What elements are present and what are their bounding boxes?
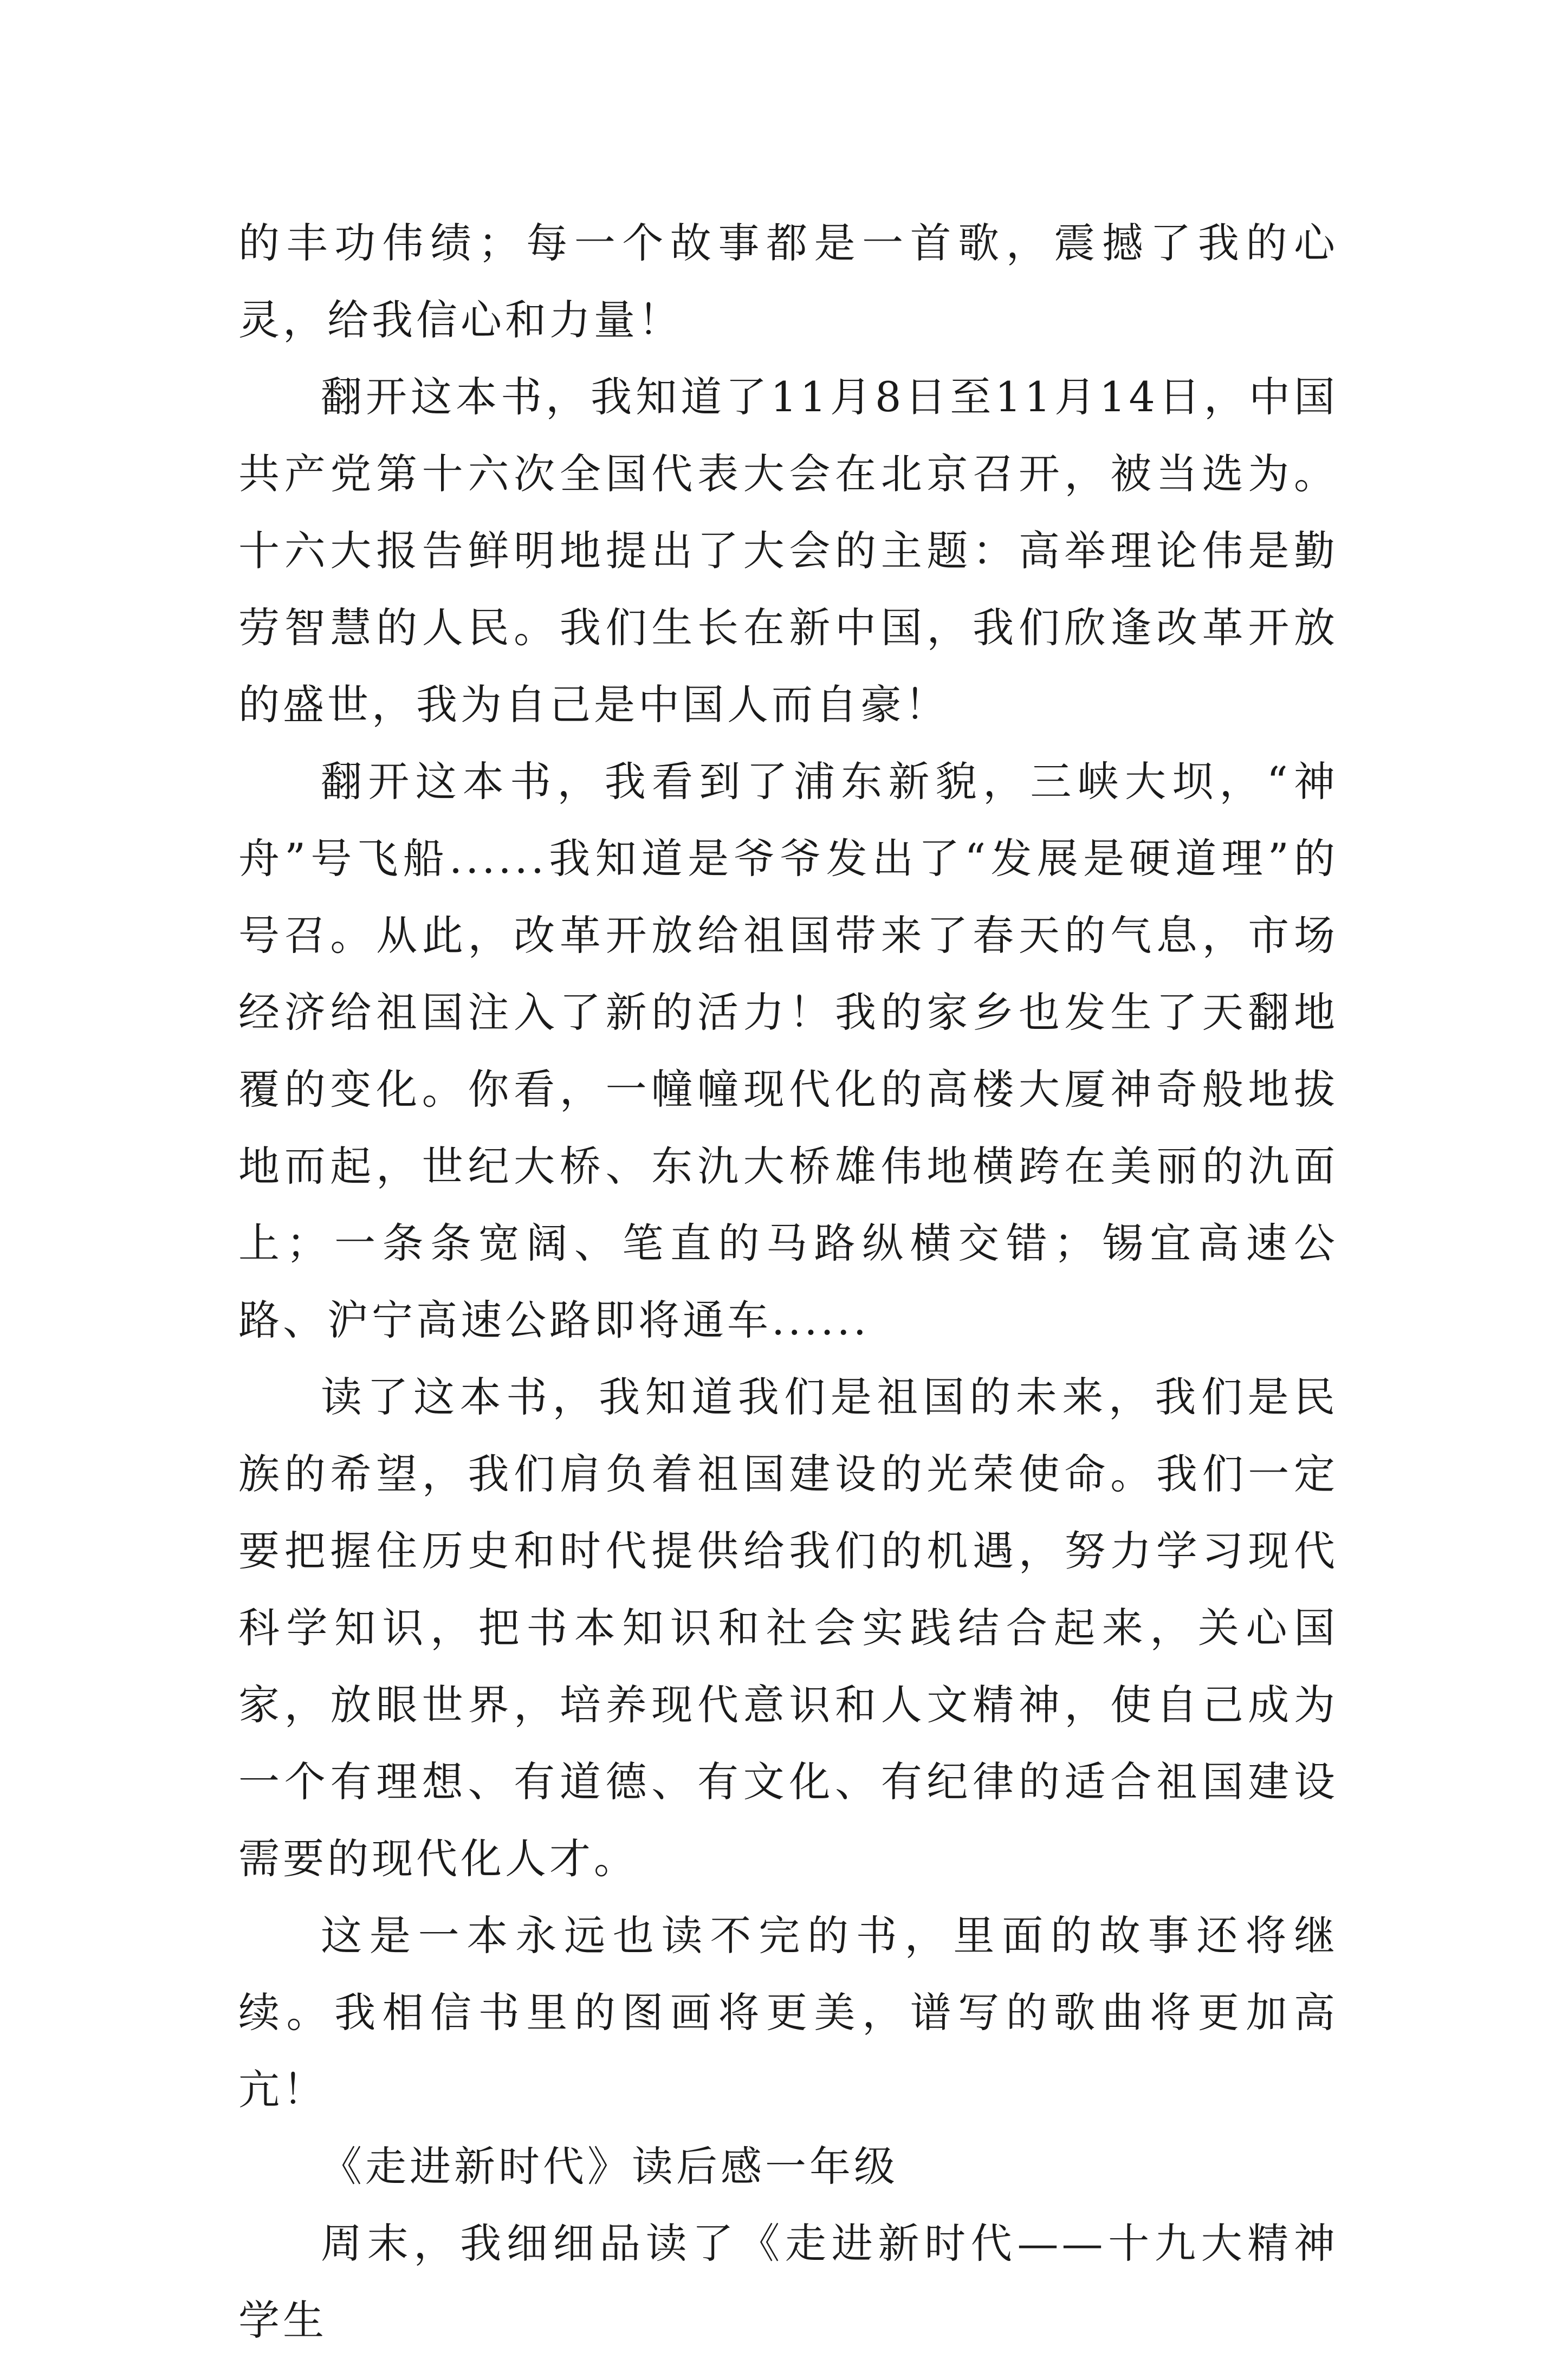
document-body	[238, 205, 1338, 2359]
section-heading: 《走进新时代》读后感一年级	[321, 2142, 898, 2190]
paragraph-continuation: 的丰功伟绩；每一个故事都是一首歌，震撼了我的心灵，给我信心和力量！	[238, 219, 1338, 344]
paragraph-book-future: 读了这本书，我知道我们是祖国的未来，我们是民族的希望，我们肩负着祖国建设的光荣使命。我们一定要把握住历史和时代提供给我们的机遇，努力学习现代科学知识，把书本知识和社会实践结合起来，关心国家，放眼世界，培养现代意识和人文精神，使自己成为一个有理想、有道德、有文化、有纪律的适合祖国建设需要的现代化人才。	[238, 1373, 1338, 1883]
paragraph-book-congress: 翻开这本书，我知道了11月8日至11月14日，中国共产党第十六次全国代表大会在北京召开，被当选为。十六大报告鲜明地提出了大会的主题：高举理论伟是勤劳智慧的人民。我们生长在新中国，我们欣逢改革开放的盛世，我为自己是中国人而自豪！	[238, 373, 1338, 729]
paragraph-endless-book: 这是一本永远也读不完的书，里面的故事还将继续。我相信书里的图画将更美，谱写的歌曲将更加高亢！	[238, 1911, 1338, 2114]
paragraph-weekend-reading: 周末，我细细品读了《走进新时代——十九大精神学生	[238, 2219, 1338, 2344]
paragraph-book-reform: 翻开这本书，我看到了浦东新貌，三峡大坝，“神舟”号飞船......我知道是爷爷发出了“发展是硬道理”的号召。从此，改革开放给祖国带来了春天的气息，市场经济给祖国注入了新的活力！我的家乡也发生了天翻地覆的变化。你看，一幢幢现代化的高楼大厦神奇般地拔地而起，世纪大桥、东氿大桥雄伟地横跨在美丽的氿面上；一条条宽阔、笔直的马路纵横交错；锡宜高速公路、沪宁高速公路即将通车......	[238, 757, 1338, 1344]
